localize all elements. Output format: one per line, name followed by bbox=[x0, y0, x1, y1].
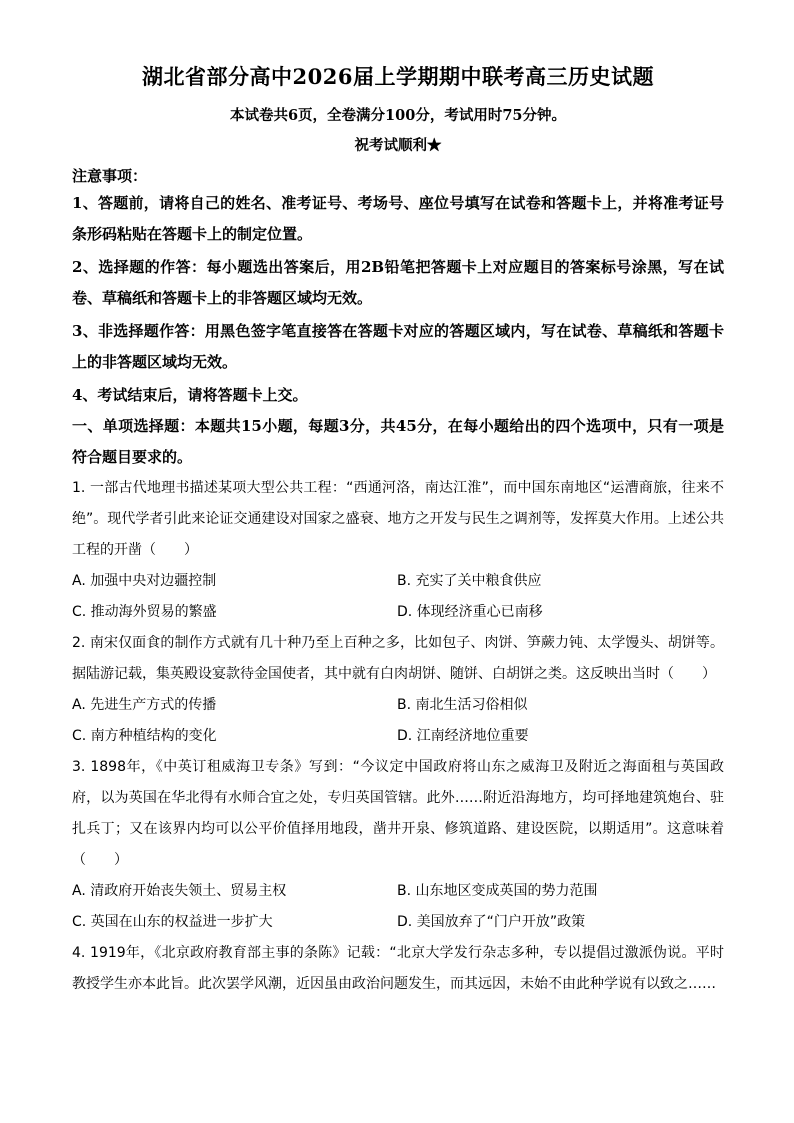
option-c: C. 英国在山东的权益进一步扩大 bbox=[72, 914, 273, 930]
exam-page bbox=[72, 62, 724, 1000]
option-c: C. 推动海外贸易的繁盛 bbox=[72, 604, 217, 620]
notice-item-3: 3、非选择题作答：用黑色签字笔直接答在答题卡对应的答题区域内，写在试卷、草稿纸和答题卡上的非答题区域均无效。 bbox=[72, 322, 724, 371]
option-c: C. 南方种植结构的变化 bbox=[72, 728, 217, 744]
option-d: D. 江南经济地位重要 bbox=[397, 728, 529, 744]
section-heading: 一、单项选择题：本题共15小题，每题3分，共45分，在每小题给出的四个选项中，只有一项是符合题目要求的。 bbox=[72, 417, 724, 466]
exam-info: 本试卷共6页，全卷满分100分，考试用时75分钟。 bbox=[229, 107, 567, 124]
question-stem-1: 1. 一部古代地理书描述某项大型公共工程：“西通河洛，南达江淮”，而中国东南地区“运漕商旅，往来不绝”。现代学者引此来论证交通建设对国家之盛衰、地方之开发与民生之调剂等，发挥莫大作用。上述公共工程的开凿（ ） bbox=[72, 480, 724, 558]
good-luck-line: 祝考试顺利★ bbox=[354, 137, 442, 154]
notice-item-1: 1、答题前，请将自己的姓名、准考证号、考场号、座位号填写在试卷和答题卡上，并将准考证号条形码粘贴在答题卡上的制定位置。 bbox=[72, 194, 724, 243]
option-b: B. 充实了关中粮食供应 bbox=[397, 573, 542, 589]
notice-heading: 注意事项： bbox=[72, 167, 148, 185]
option-d: D. 体现经济重心已南移 bbox=[397, 604, 543, 620]
option-b: B. 南北生活习俗相似 bbox=[397, 697, 528, 713]
notice-item-4: 4、考试结束后，请将答题卡上交。 bbox=[72, 386, 308, 404]
question-stem-3: 3. 1898年，《中英订租威海卫专条》写到：“今议定中国政府将山东之威海卫及附近之海面租与英国政府，以为英国在华北得有水师合宜之处，专归英国管辖。此外……附近沿海地方，均可择地建筑炮台、驻扎兵丁；又在该界内均可以公平价值择用地段，凿井开泉、修筑道路、建设医院，以期适用”。这意味着（ ） bbox=[72, 759, 724, 868]
question-options-3 bbox=[72, 876, 724, 938]
option-a: A. 加强中央对边疆控制 bbox=[72, 573, 217, 589]
question-stem-4: 4. 1919年，《北京政府教育部主事的条陈》记载：“北京大学发行杂志多种，专以提倡过激派伪说。平时教授学生亦本此旨。此次罢学风潮，近因虽由政治问题发生，而其远因，未始不由此种学说有以致之…… bbox=[72, 945, 724, 992]
question-options-2 bbox=[72, 690, 724, 752]
exam-title: 湖北省部分高中2026届上学期期中联考高三历史试题 bbox=[142, 64, 654, 89]
option-b: B. 山东地区变成英国的势力范围 bbox=[397, 883, 598, 899]
option-a: A. 先进生产方式的传播 bbox=[72, 697, 217, 713]
notice-item-2: 2、选择题的作答：每小题选出答案后，用2B铅笔把答题卡上对应题目的答案标号涂黑，写在试卷、草稿纸和答题卡上的非答题区域均无效。 bbox=[72, 258, 724, 307]
question-options-1 bbox=[72, 566, 724, 628]
option-d: D. 美国放弃了“门户开放”政策 bbox=[397, 914, 586, 930]
option-a: A. 清政府开始丧失领土、贸易主权 bbox=[72, 883, 287, 899]
question-stem-2: 2. 南宋仅面食的制作方式就有几十种乃至上百种之多，比如包子、肉饼、笋蕨力钝、太学馒头、胡饼等。据陆游记载，集英殿设宴款待金国使者，其中就有白肉胡饼、随饼、白胡饼之类。这反映出当时（ ） bbox=[72, 635, 724, 682]
